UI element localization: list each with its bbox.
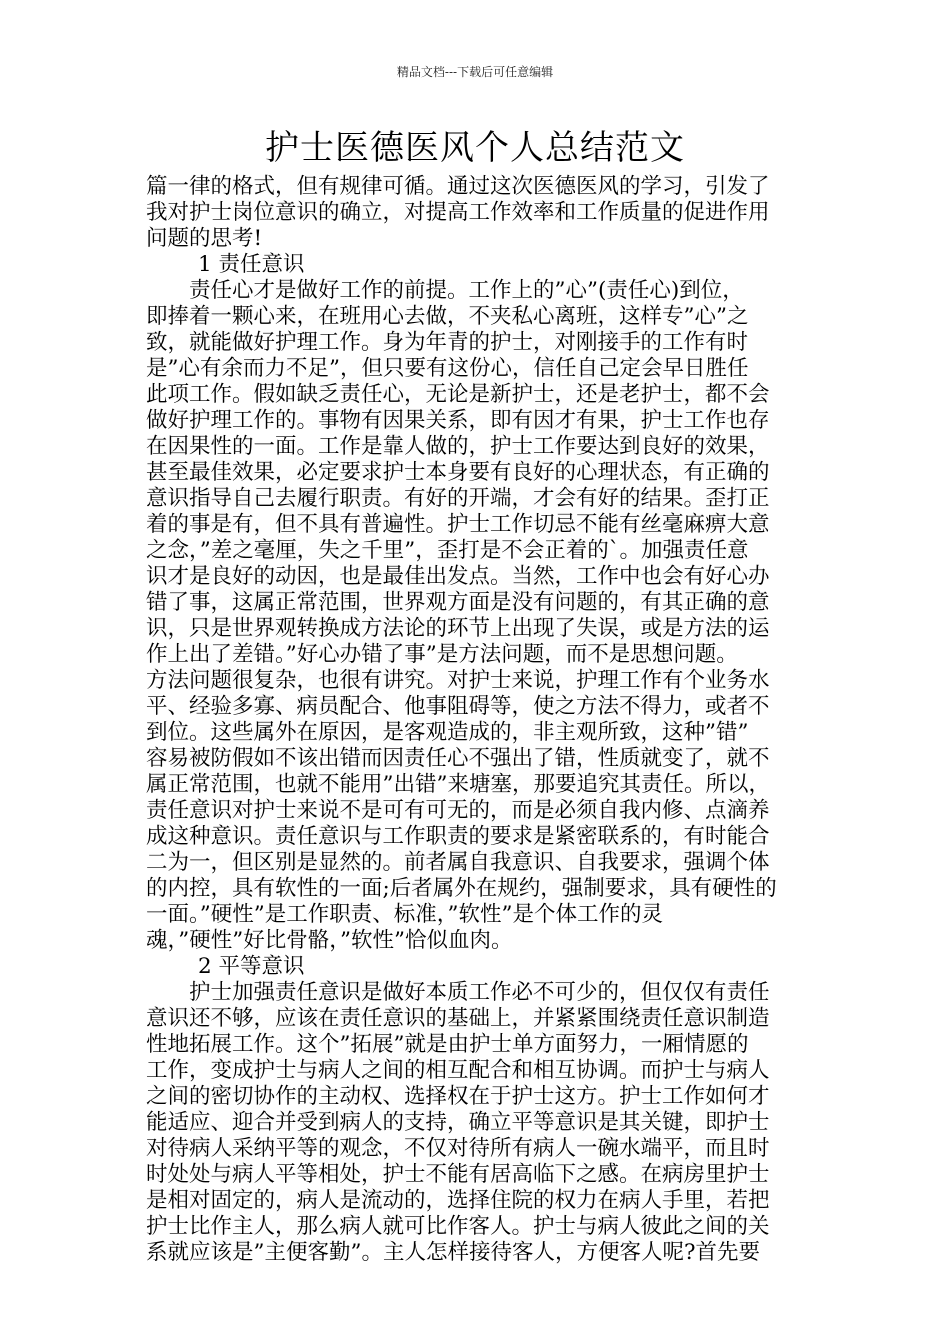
text-line: 到位。这些属外在原因，是客观造成的，非主观所致，这种”错”: [146, 720, 749, 745]
text-line: 识才是良好的动因，也是最佳出发点。当然，工作中也会有好心办: [146, 564, 770, 589]
text-line: 责任心才是做好工作的前提。工作上的”心”(责任心)到位，: [146, 278, 744, 303]
text-line: 工作，变成护士与病人之间的相互配合和相互协调。而护士与病人: [146, 1058, 770, 1083]
text-line: 系就应该是”主便客勤”。主人怎样接待客人，方便客人呢?首先要: [146, 1240, 761, 1265]
text-line: 二为一，但区别是显然的。前者属自我意识、自我要求，强调个体: [146, 850, 770, 875]
text-line: 时处处与病人平等相处，护士不能有居高临下之感。在病房里护士: [146, 1162, 770, 1187]
text-line: 之间的密切协作的主动权、选择权在于护士这方。护士工作如何才: [146, 1084, 770, 1109]
section-heading-equality: 2 平等意识: [198, 954, 305, 979]
text-line: 做好护理工作的。事物有因果关系，即有因才有果，护士工作也存: [146, 408, 770, 433]
text-line: 方法问题很复杂，也很有讲究。对护士来说，护理工作有个业务水: [146, 668, 770, 693]
page-header: 精品文档---下载后可任意编辑: [396, 65, 554, 79]
text-line: 着的事是有，但不具有普遍性。护士工作切忌不能有丝毫麻痹大意: [146, 512, 770, 537]
text-line: 是”心有余而力不足”，但只要有这份心，信任自己定会早日胜任: [146, 356, 749, 381]
section-heading-responsibility: 1 责任意识: [198, 252, 305, 277]
text-line: 对待病人采纳平等的观念，不仅对待所有病人一碗水端平，而且时: [146, 1136, 770, 1161]
text-line: 在因果性的一面。工作是靠人做的，护士工作要达到良好的效果，: [146, 434, 770, 459]
text-line: 我对护士岗位意识的确立，对提高工作效率和工作质量的促进作用: [146, 200, 770, 225]
text-line: 作上出了差错。”好心办错了事”是方法问题，而不是思想问题。: [146, 642, 738, 667]
text-line: 识，只是世界观转换成方法论的环节上出现了失误，或是方法的运: [146, 616, 770, 641]
text-line: 属正常范围，也就不能用”出错”来塘塞，那要追究其责任。所以，: [146, 772, 770, 797]
document-title: 护士医德医风个人总结范文: [265, 128, 685, 168]
text-line: 致，就能做好护理工作。身为年青的护士，对刚接手的工作有时: [146, 330, 749, 355]
text-line: 意识指导自己去履行职责。有好的开端，才会有好的结果。歪打正: [146, 486, 770, 511]
text-line: 的内控，具有软性的一面;后者属外在规约，强制要求，具有硬性的: [146, 876, 777, 901]
text-line: 成这种意识。责任意识与工作职责的要求是紧密联系的，有时能合: [146, 824, 770, 849]
text-line: 责任意识对护士来说不是可有可无的，而是必须自我内修、点滴养: [146, 798, 770, 823]
text-line: 篇一律的格式，但有规律可循。通过这次医德医风的学习，引发了: [146, 174, 770, 199]
text-line: 容易被防假如不该出错而因责任心不强出了错，性质就变了，就不: [146, 746, 770, 771]
text-line: 魂，”硬性”好比骨骼，”软性”恰似血肉。: [146, 928, 513, 953]
text-line: 是相对固定的，病人是流动的，选择住院的权力在病人手里，若把: [146, 1188, 770, 1213]
text-line: 平、经验多寡、病员配合、他事阻碍等，使之方法不得力，或者不: [146, 694, 770, 719]
text-line: 即捧着一颗心来，在班用心去做，不夹私心离班，这样专”心”之: [146, 304, 749, 329]
text-line: 此项工作。假如缺乏责任心，无论是新护士，还是老护士，都不会: [146, 382, 770, 407]
text-line: 错了事，这属正常范围，世界观方面是没有问题的，有其正确的意: [146, 590, 770, 615]
text-line: 能适应、迎合并受到病人的支持，确立平等意识是其关键，即护士: [146, 1110, 770, 1135]
text-line: 性地拓展工作。这个”拓展”就是由护士单方面努力，一厢情愿的: [146, 1032, 749, 1057]
text-line: 意识还不够，应该在责任意识的基础上，并紧紧围绕责任意识制造: [146, 1006, 770, 1031]
text-line: 之念，”差之毫厘，失之千里”，歪打是不会正着的`。加强责任意: [146, 538, 749, 563]
text-line: 一面。”硬性”是工作职责、标准，”软性”是个体工作的灵: [146, 902, 663, 927]
text-line: 护士比作主人，那么病人就可比作客人。护士与病人彼此之间的关: [146, 1214, 770, 1239]
text-line: 甚至最佳效果，必定要求护士本身要有良好的心理状态，有正确的: [146, 460, 770, 485]
document-body: [146, 174, 836, 1266]
text-line: 问题的思考!: [146, 226, 263, 251]
text-line: 护士加强责任意识是做好本质工作必不可少的，但仅仅有责任: [146, 980, 770, 1005]
